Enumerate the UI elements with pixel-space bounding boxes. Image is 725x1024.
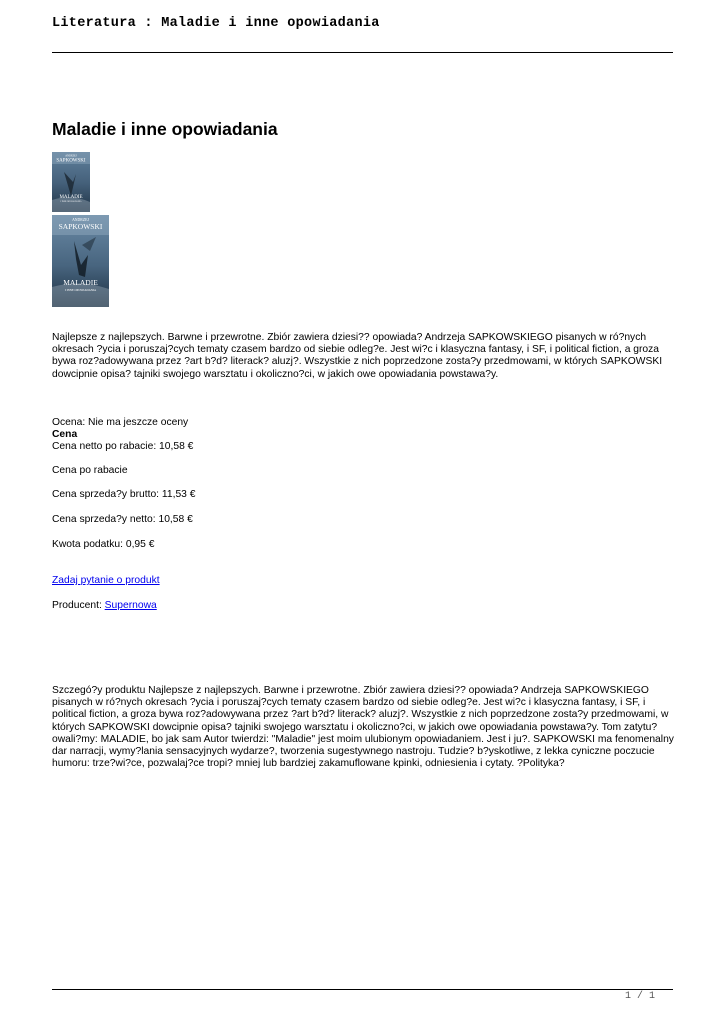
page-counter: 1 / 1	[624, 991, 655, 1002]
gross-sale-price: Cena sprzeda?y brutto: 11,53 €	[52, 489, 196, 500]
price-after-discount: Cena po rabacie	[52, 465, 128, 476]
product-intro-description: Najlepsze z najlepszych. Barwne i przewrotne. Zbiór zawiera dziesi?? opowiada? Andrzeja SAPKOWSKIEGO pisanych w ró?nych okresach ?ycia i poruszaj?cych tematy czasem bardzo od siebie odleg?e. Jest wi?c i klasyczna fantasy, i SF, i political fiction, a groza bywa roz?adowywana przez ?art b?d? literack? aluzj?. Wszystkie z nich poprzedzone zosta?y przedmowami, w których SAPKOWSKI dowcipnie opisa? tajniki swojego warsztatu i okoliczno?ci, w jakich owe opowiadania powstawa?y.	[52, 332, 663, 380]
tax-amount: Kwota podatku: 0,95 €	[52, 539, 155, 550]
net-price-after-discount: Cena netto po rabacie: 10,58 €	[52, 441, 194, 452]
cover-author-large: SAPKOWSKI	[58, 222, 103, 231]
product-title: Maladie i inne opowiadania	[52, 119, 278, 139]
book-cover-image-large	[52, 215, 109, 307]
producer-link[interactable]: Supernowa	[104, 600, 157, 611]
cover-author-first-large: ANDRZEJ	[72, 218, 89, 222]
cover-title-small: MALADIE	[59, 195, 83, 200]
document-header-title: Literatura : Maladie i inne opowiadania	[52, 16, 380, 31]
net-sale-price: Cena sprzeda?y netto: 10,58 €	[52, 514, 193, 525]
price-heading: Cena	[52, 429, 78, 440]
book-cover-image-small	[52, 152, 90, 212]
cover-author-small: SAPKOWSKI	[56, 158, 86, 164]
product-rating: Ocena: Nie ma jeszcze oceny	[52, 417, 189, 428]
cover-subtitle-large: I INNE OPOWIADANIA	[64, 288, 97, 292]
cover-subtitle-small: I INNE OPOWIADANIA	[60, 201, 82, 203]
book-cover-thumbnail[interactable]	[52, 152, 90, 212]
footer-divider	[52, 989, 673, 990]
product-details-description: Szczegó?y produktu Najlepsze z najlepszych. Barwne i przewrotne. Zbiór zawiera dziesi?? opowiada? Andrzeja SAPKOWSKIEGO pisanych w ró?nych okresach ?ycia i poruszaj?cych tematy czasem bardzo od siebie odleg?e. Jest wi?c i klasyczna fantasy, i SF, i political fiction, a groza bywa roz?adowywana przez ?art b?d? literack? aluzj?. Wszystkie z nich poprzedzone zosta?y przedmowami, w których SAPKOWSKI dowcipnie opisa? tajniki swojego warsztatu i okoliczno?ci, w jakich owe opowiadania powstawa?y. Tom zatytu?owali?my: MALADIE, bo jak sam Autor twierdzi: "Maladie" jest moim ulubionym opowiadaniem. Jest i ju?. SAPKOWSKI ma fenomenalny dar narracji, wymy?lania sensacyjnych wydarze?, tworzenia sugestywnego nastroju. Tudzie? b?yskotliwe, z lekka cyniczne poczucie humoru: trze?wi?ce, pozwalaj?ce tropi? mniej lub bardziej zakamuflowane kpinki, odniesienia i cytaty. ?Polityka?	[52, 685, 674, 770]
ask-question-link[interactable]: Zadaj pytanie o produkt	[52, 575, 160, 586]
cover-title-large: MALADIE	[63, 278, 98, 287]
cover-author-first-small: ANDRZEJ	[65, 154, 77, 158]
producer-label: Producent:	[52, 600, 105, 611]
header-divider	[52, 52, 673, 53]
book-cover-large[interactable]	[52, 215, 109, 307]
producer-line	[52, 600, 157, 612]
